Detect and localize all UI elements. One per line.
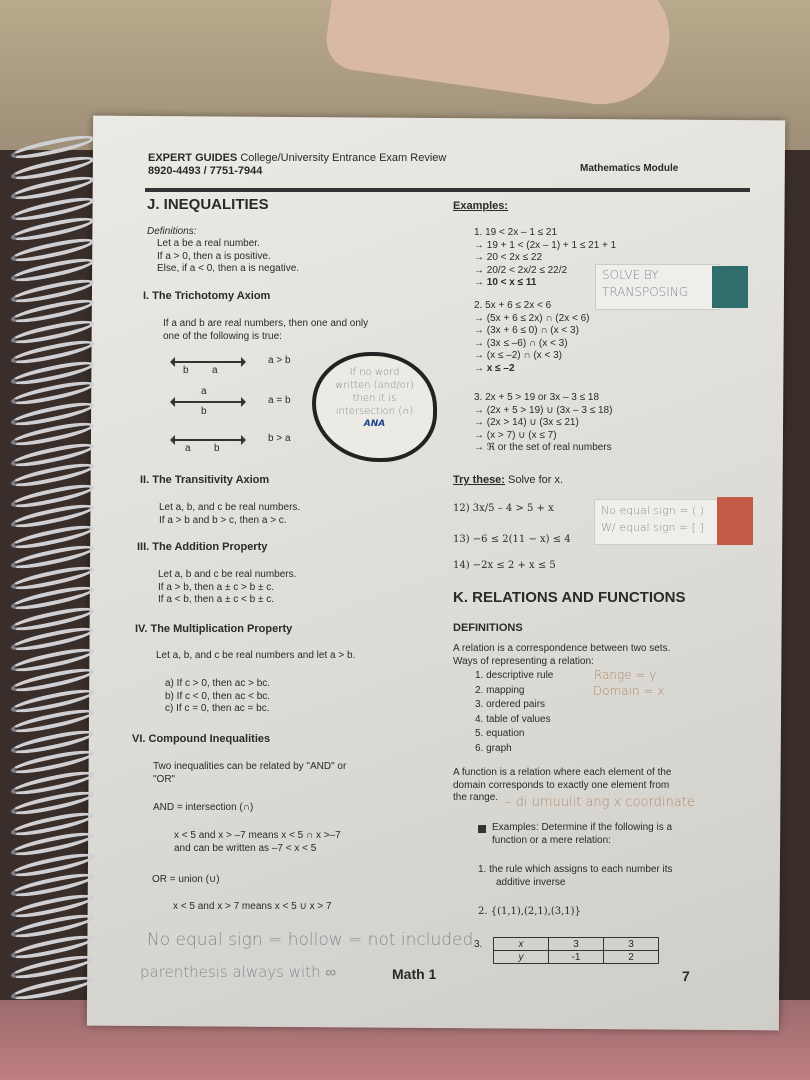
text-line: → 19 + 1 < (2x – 1) + 1 ≤ 21 + 1 [474,239,617,251]
ways-list [475,669,553,756]
text-line: → (3x ≤ –6) ∩ (x < 3) [474,337,568,349]
definition-line: Let a be a real number. [157,238,260,249]
header-phones: 8920-4493 / 7751-7944 [148,165,263,177]
text-line: → (x ≤ –2) ∩ (x < 3) [474,350,562,361]
sticky-tab-green [712,266,748,308]
bullet-icon [478,825,486,833]
text-line: If a > b and b > c, then a > c. [159,514,287,526]
table-row [494,951,659,964]
table-cell: x [494,938,549,951]
definitions-title: DEFINITIONS [453,622,523,634]
note-line: then it is [352,393,397,404]
relation-definition [453,643,670,668]
text-line: → (5x + 6 ≤ 2x) ∩ (2x < 6) [474,312,590,324]
text-line: A function is a relation where each element of the [453,767,672,778]
text-line: 1. the rule which assigns to each number its [478,864,673,875]
text-line: "OR" [153,773,176,785]
text-line: If a < b, then a ± c < b ± c. [158,594,275,605]
text-line: If a > b, then a ± c > b ± c. [158,581,275,593]
text-line: x < 5 and x > –7 means x < 5 ∩ x >–7 [174,830,341,841]
note-line: No equal sign = ( ) [601,504,705,517]
footer-course: Math 1 [392,966,437,982]
text-line: → x ≤ –2 [474,362,515,374]
list-item: 3. ordered pairs [475,699,546,710]
transitivity-title: II. The Transitivity Axiom [140,474,270,486]
handwritten-domain: Domain = x [593,684,665,698]
text-line: additive inverse [496,876,566,888]
note-line: If no word [349,367,400,378]
text-line: and can be written as –7 < x < 5 [174,842,317,854]
list-item: 5. equation [475,728,525,739]
section-title-relations: K. RELATIONS AND FUNCTIONS [453,589,686,606]
problem-12: 12) 3x/5 – 4 > 5 + x [453,503,554,514]
addition-title: III. The Addition Property [137,541,268,553]
label-b: b [201,406,207,417]
case-a-gt-b: a > b [268,355,291,366]
note-line: W/ equal sign = [ ] [601,521,704,534]
note-line: SOLVE BY [602,268,659,282]
handwritten-sticky-note [595,264,720,310]
case-a-eq-b: a = b [268,395,291,406]
page-number: 7 [682,968,690,984]
header-title: EXPERT GUIDES College/University Entrance Exam Review [148,152,447,164]
try-text: Solve for x. [508,474,564,486]
or-definition: OR = union (∪) [152,874,220,885]
text-line: one of the following is true: [163,330,282,342]
examples-instructions [492,822,672,847]
number-line-a-gt-b [173,361,243,363]
text-line: A relation is a correspondence between two sets. [453,643,671,654]
table-row [494,938,659,951]
text-line: → ℜ or the set of real numbers [474,442,612,453]
handwritten-note: parenthesis always with ∞ [140,963,337,981]
case-b-gt-a: b > a [268,433,291,444]
header-rule [145,188,750,192]
text-line: Let a, b and c be real numbers. [158,569,297,580]
trichotomy-title: I. The Trichotomy Axiom [143,290,271,302]
try-these [453,474,563,486]
text-line: function or a mere relation: [492,834,611,846]
header-module: Mathematics Module [580,163,679,174]
definitions-label: Definitions: [147,226,197,237]
table-cell: 3 [549,938,604,951]
transitivity-text [159,502,300,527]
text-line: Ways of representing a relation: [453,655,594,667]
addition-text [158,569,296,607]
trichotomy-text [163,318,368,343]
text-line: c) If c = 0, then ac = bc. [165,703,270,714]
list-item: 1. descriptive rule [475,670,554,681]
text-line: → (x > 7) ∪ (x ≤ 7) [474,429,557,441]
text-line: → (3x + 6 ≤ 0) ∩ (x < 3) [474,325,579,336]
label-b: b [183,365,189,376]
problem-13: 13) −6 ≤ 2(11 − x) ≤ 4 [453,534,571,545]
text-line: Let a, b, and c be real numbers. [159,502,301,513]
number-line-a-eq-b [173,401,243,403]
handwritten-range: Range = y [594,668,657,682]
table-cell: y [494,951,549,964]
handwritten-note: No equal sign = hollow = not included [147,930,474,950]
try-label: Try these: [453,474,505,486]
list-item: 6. graph [475,742,512,754]
text-line: domain corresponds to exactly one element from [453,779,670,791]
note-line: intersection (∩) [335,406,414,417]
question-3: 3. [474,939,483,950]
question-1 [478,864,673,889]
text-line: Examples: Determine if the following is a [492,822,673,833]
text-line: b) If c < 0, then ac < bc. [165,690,271,702]
label-a: a [212,365,218,376]
definition-line: If a > 0, then a is positive. [157,250,271,262]
text-line: → 20 < 2x ≤ 22 [474,252,543,263]
compound-intro [153,761,346,786]
compound-title: VI. Compound Inequalities [132,733,271,745]
text-line: → 20/2 < 2x/2 ≤ 22/2 [474,264,568,276]
list-item: 2. mapping [475,684,525,696]
definition-line: Else, if a < 0, then a is negative. [157,263,300,274]
text-line: the range. [453,792,499,803]
sticky-tab-red [717,497,753,545]
text-line: → (2x + 5 > 19) ∪ (3x – 3 ≤ 18) [474,404,613,416]
or-example: x < 5 and x > 7 means x < 5 ∪ x > 7 [173,901,332,912]
text-line: a) If c > 0, then ac > bc. [165,678,271,689]
table-cell: -1 [549,951,604,964]
note-line: TRANSPOSING [602,285,689,299]
section-title-inequalities: J. INEQUALITIES [147,196,269,213]
text-line: If a and b are real numbers, then one and only [163,318,369,329]
problem-14: 14) −2x ≤ 2 + x ≤ 5 [453,560,556,571]
text-line: 2. 5x + 6 ≤ 2x < 6 [474,300,552,311]
text-line: → 10 < x ≤ 11 [474,277,537,288]
label-a: a [185,443,191,454]
spiral-binding [10,140,100,1020]
table-cell: 2 [604,951,659,964]
multiplication-items [165,678,270,716]
note-line: written (and/or) [335,380,414,391]
label-b: b [214,443,220,454]
list-item: 4. table of values [475,713,551,725]
table-cell: 3 [604,938,659,951]
example-2 [474,300,590,375]
handwritten-sticky-note [594,499,719,545]
multiplication-title: IV. The Multiplication Property [135,623,293,635]
values-table [493,937,659,964]
question-2: 2. {(1,1),(2,1),(3,1)} [478,906,581,917]
and-example [174,830,341,855]
definitions-list [157,238,299,276]
example-3 [474,392,612,455]
handwritten-coordinate: – di umuulit ang x coordinate [505,795,695,810]
and-definition: AND = intersection (∩) [153,802,254,813]
text-line: Two inequalities can be related by "AND" or [153,761,347,772]
text-line: 3. 2x + 5 > 19 or 3x – 3 ≤ 18 [474,392,600,403]
number-line-b-gt-a [173,439,243,441]
label-a: a [201,386,207,397]
multiplication-intro: Let a, b, and c be real numbers and let a > b. [156,650,356,661]
ana-logo: ANA [363,419,386,429]
examples-title: Examples: [453,200,509,212]
text-line: 1. 19 < 2x – 1 ≤ 21 [474,227,558,238]
text-line: → (2x > 14) ∪ (3x ≤ 21) [474,417,579,428]
